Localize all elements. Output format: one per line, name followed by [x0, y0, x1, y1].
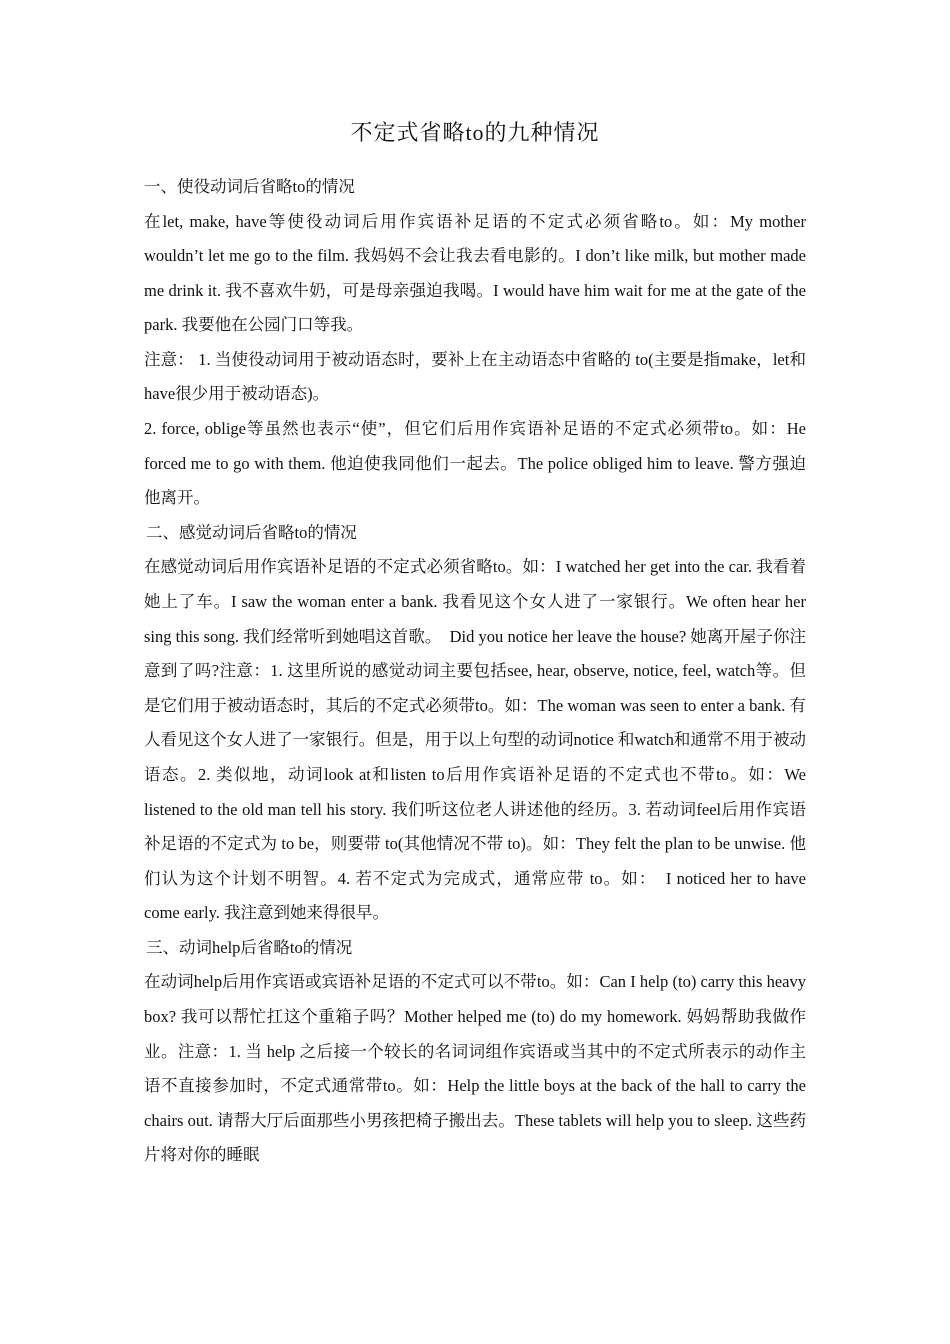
section-heading: 三、动词help后省略to的情况	[146, 937, 353, 957]
section-heading: 一、使役动词后省略to的情况	[144, 177, 355, 196]
section-causative-verbs	[144, 170, 806, 516]
document-title: 不定式省略to的九种情况	[350, 120, 600, 145]
section-paragraph: 在let, make, have等使役动词后用作宾语补足语的不定式必须省略to。如：My mother wouldn’t let me go to the film. 我妈妈不会让我去看电影的。I don’t like milk, but mother made me drink it. 我不喜欢牛奶，可是母亲强迫我喝。I would have him wait for me at the gate of the park. 我要他在公园门口等我。	[144, 211, 806, 335]
section-paragraph: 在动词help后用作宾语或宾语补足语的不定式可以不带to。如：Can I help (to) carry this heavy box? 我可以帮忙扛这个重箱子吗？Mother helped me (to) do my homework. 妈妈帮助我做作业。注意：1. 当 help 之后接一个较长的名词词组作宾语或当其中的不定式所表示的动作主语不直接参加时，不定式通常带to。如：Help the little boys at the back of the hall to carry the chairs out. 请帮大厅后面那些小男孩把椅子搬出去。These tablets will help you to sleep. 这些药片将对你的睡眠	[144, 972, 806, 1165]
section-note: 2. force, oblige等虽然也表示“使”，但它们后用作宾语补足语的不定式必须带to。如：He forced me to go with them. 他迫使我同他们一起去。The police obliged him to leave. 警方强迫他离开。	[144, 419, 806, 508]
document-page	[144, 110, 806, 1173]
section-perception-verbs	[144, 516, 806, 931]
section-note: 注意： 1. 当使役动词用于被动语态时，要补上在主动语态中省略的 to(主要是指make，let和have很少用于被动语态)。	[144, 349, 806, 404]
section-heading: 二、感觉动词后省略to的情况	[146, 522, 357, 542]
section-paragraph: 在感觉动词后用作宾语补足语的不定式必须省略to。如：I watched her get into the car. 我看着她上了车。I saw the woman enter a bank. 我看见这个女人进了一家银行。We often hear her sing this song. 我们经常听到她唱这首歌。 Did you notice her leave the house? 她离开屋子你注意到了吗?注意：1. 这里所说的感觉动词主要包括see, hear, observe, notice, feel, watch等。但是它们用于被动语态时，其后的不定式必须带to。如：The woman was seen to enter a bank. 有人看见这个女人进了一家银行。但是，用于以上句型的动词notice 和watch和通常不用于被动语态。2. 类似地，动词look at和listen to后用作宾语补足语的不定式也不带to。如：We listened to the old man tell his story. 我们听这位老人讲述他的经历。3. 若动词feel后用作宾语补足语的不定式为 to be，则要带 to(其他情况不带 to)。如：They felt the plan to be unwise. 他们认为这个计划不明智。4. 若不定式为完成式，通常应带 to。如： I noticed her to have come early. 我注意到她来得很早。	[144, 557, 806, 923]
section-help-verb	[144, 931, 806, 1173]
